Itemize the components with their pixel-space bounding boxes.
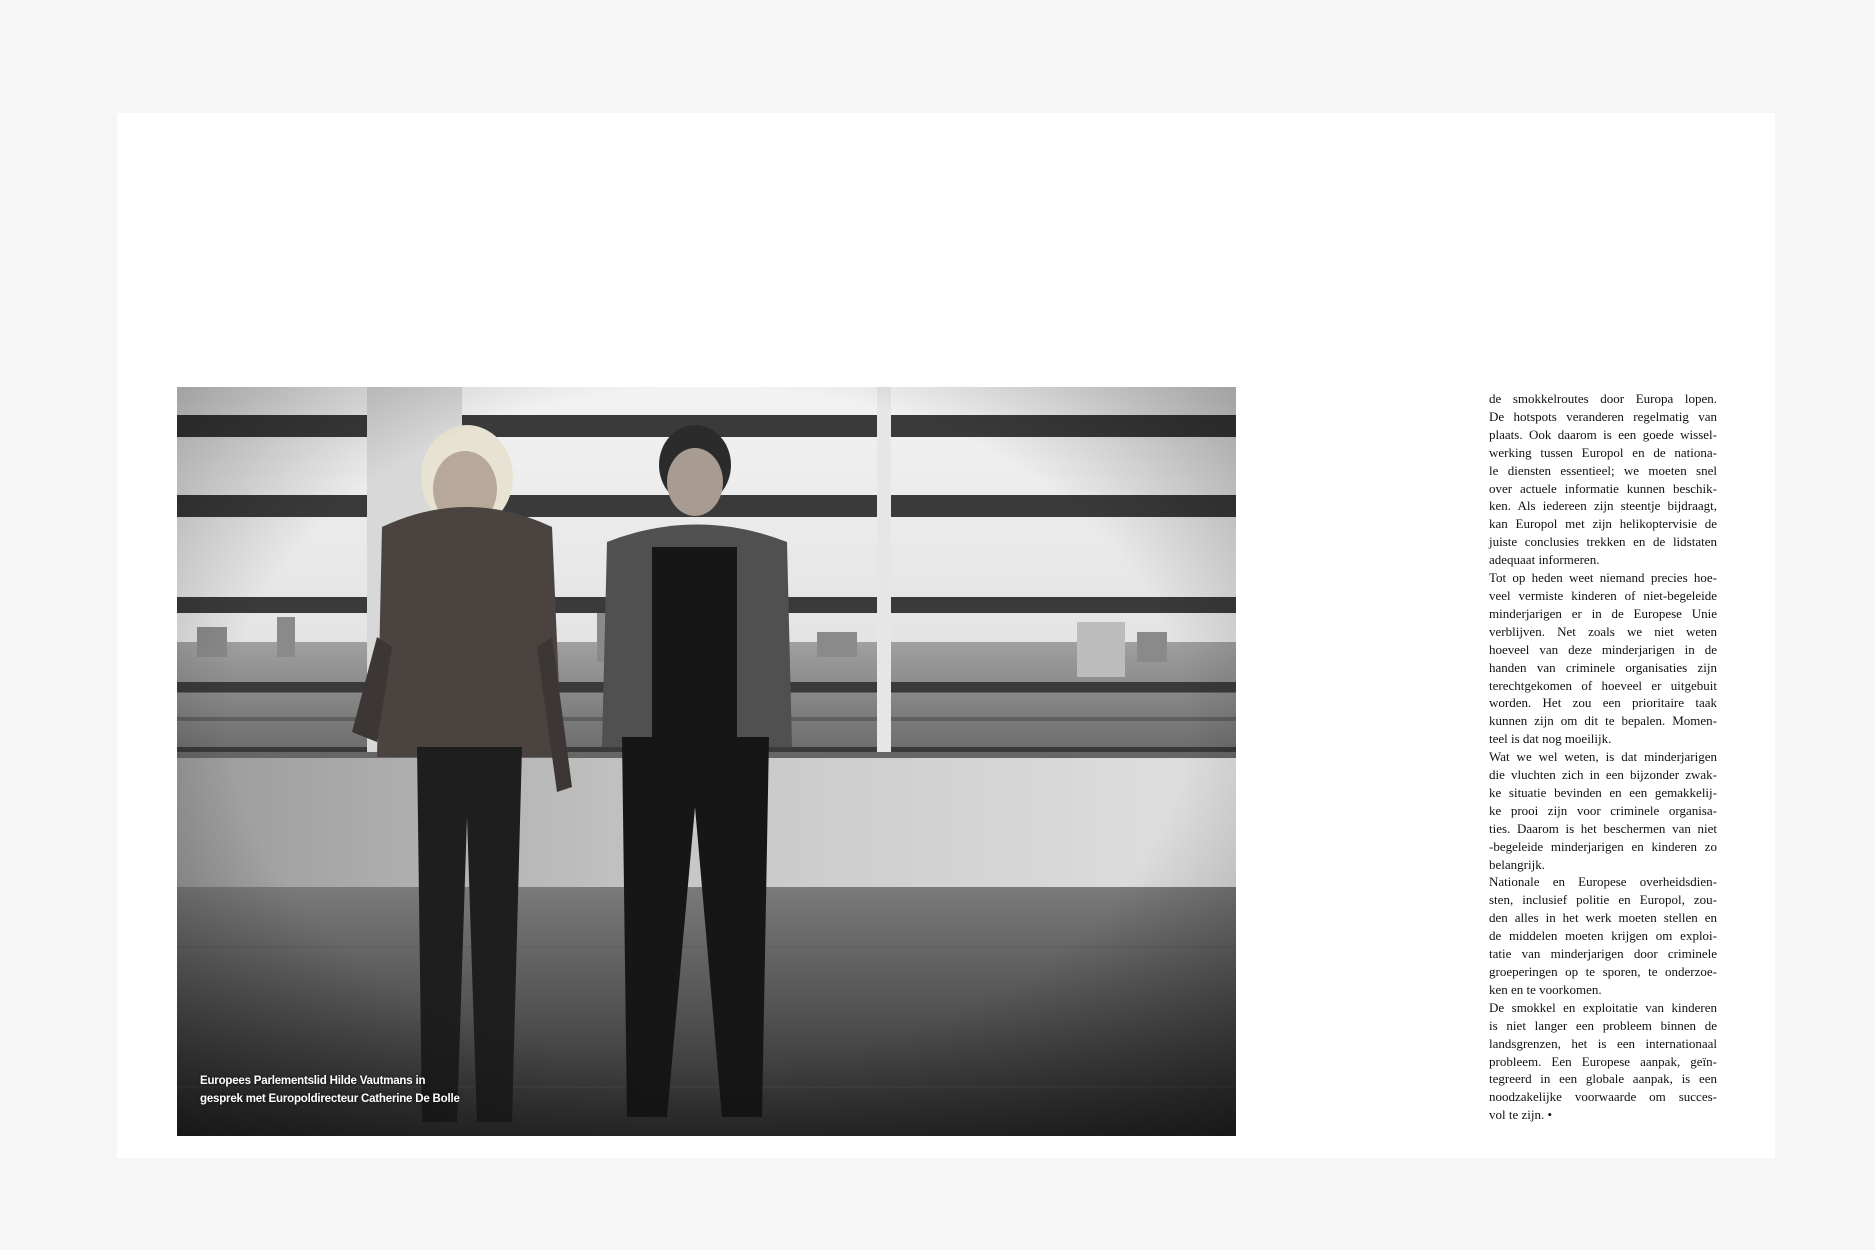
article-line: ken en te voorkomen. [1489, 981, 1602, 997]
article-paragraph [1489, 873, 1717, 998]
article-line: Tot op heden weet niemand precies hoe- [1489, 570, 1717, 586]
article-line: landsgrenzen, het is een internationaal [1489, 1035, 1717, 1051]
article-line: belangrijk. [1489, 856, 1545, 872]
article-paragraph [1489, 999, 1717, 1124]
article-line: minderjarigen er in de Europese Unie [1489, 605, 1717, 621]
article-line: -begeleide minderjarigen en kinderen zo [1489, 838, 1717, 854]
article-line: plaats. Ook daarom is een goede wissel- [1489, 426, 1717, 442]
article-line: juiste conclusies trekken en de lidstaten [1489, 534, 1717, 550]
magazine-page [117, 113, 1775, 1158]
article-line: Nationale en Europese overheidsdien- [1489, 874, 1717, 890]
photo-caption [200, 1072, 460, 1108]
article-line: den alles in het werk moeten stellen en [1489, 910, 1717, 926]
article-line: De smokkel en exploitatie van kinderen [1489, 999, 1717, 1015]
article-line: De hotspots veranderen regelmatig van [1489, 408, 1717, 424]
article-line: tegreerd in een globale aanpak, is een [1489, 1071, 1717, 1087]
article-line: ke situatie bevinden en een gemakkelij- [1489, 784, 1717, 800]
article-line: veel vermiste kinderen of niet-begeleide [1489, 587, 1717, 603]
article-line: Wat we wel weten, is dat minderjarigen [1489, 749, 1717, 765]
article-line: handen van criminele organisaties zijn [1489, 659, 1717, 675]
article-line: werking tussen Europol en de nationa- [1489, 444, 1717, 460]
article-line: over actuele informatie kunnen beschik- [1489, 480, 1717, 496]
article-text-column [1489, 390, 1717, 1124]
article-line: kan Europol met zijn helikoptervisie de [1489, 516, 1717, 532]
article-line: worden. Het zou een prioritaire taak [1489, 695, 1717, 711]
photo-illustration [177, 387, 1236, 1136]
article-line: hoeveel van deze minderjarigen in de [1489, 641, 1717, 657]
article-line: tatie van minderjarigen door criminele [1489, 946, 1717, 962]
interview-photo [177, 387, 1236, 1136]
article-line: is niet langer een probleem binnen de [1489, 1017, 1717, 1033]
article-paragraph [1489, 390, 1717, 569]
article-line: de smokkelroutes door Europa lopen. [1489, 391, 1717, 406]
caption-line-1: Europees Parlementslid Hilde Vautmans in [200, 1075, 426, 1087]
article-line: de middelen moeten krijgen om exploi- [1489, 928, 1717, 944]
article-line: sten, inclusief politie en Europol, zou- [1489, 892, 1717, 908]
article-line: vol te zijn. • [1489, 1107, 1553, 1123]
article-paragraph [1489, 569, 1717, 748]
article-line: noodzakelijke voorwaarde om succes- [1489, 1089, 1717, 1105]
article-line: probleem. Een Europese aanpak, geïn- [1489, 1053, 1717, 1069]
article-line: teel is dat nog moeilijk. [1489, 731, 1612, 747]
article-line: ken. Als iedereen zijn steentje bijdraagt, [1489, 498, 1717, 514]
article-line: verblijven. Net zoals we niet weten [1489, 623, 1717, 639]
article-line: ke prooi zijn voor criminele organisa- [1489, 802, 1717, 818]
article-line: die vluchten zich in een bijzonder zwak- [1489, 767, 1717, 783]
article-line: le diensten essentieel; we moeten snel [1489, 462, 1717, 478]
article-line: groeperingen op te sporen, te onderzoe- [1489, 964, 1717, 979]
caption-line-2: gesprek met Europoldirecteur Catherine De Bolle [200, 1093, 460, 1105]
article-line: ties. Daarom is het beschermen van niet [1489, 820, 1717, 836]
article-paragraph [1489, 748, 1717, 873]
article-line: adequaat informeren. [1489, 552, 1600, 568]
article-line: terechtgekomen of hoeveel er uitgebuit [1489, 677, 1717, 693]
article-line: kunnen zijn om dit te bepalen. Momen- [1489, 713, 1717, 729]
